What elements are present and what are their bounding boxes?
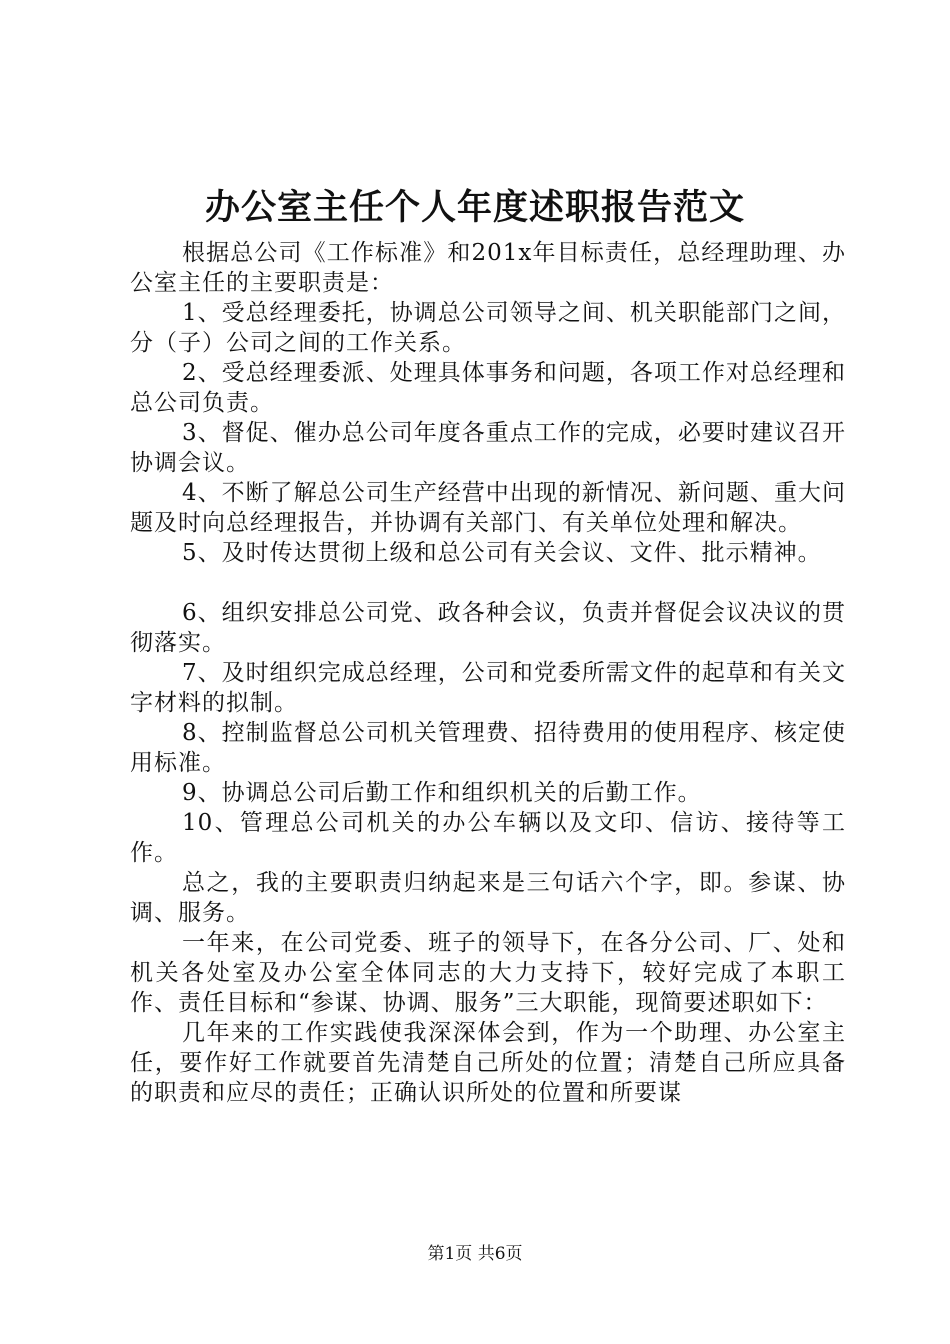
paragraph-duty-1: 1、受总经理委托，协调总公司领导之间、机关职能部门之间，分（子）公司之间的工作关系。 [130, 300, 846, 356]
paragraph-duty-6: 6、组织安排总公司党、政各种会议，负责并督促会议决议的贯彻落实。 [130, 600, 846, 656]
paragraph-experience: 几年来的工作实践使我深深体会到，作为一个助理、办公室主任，要作好工作就要首先清楚自己所处的位置；清楚自己所应具备的职责和应尽的责任；正确认识所处的位置和所要谋 [130, 1020, 846, 1106]
paragraph-intro: 根据总公司《工作标准》和201x年目标责任，总经理助理、办公室主任的主要职责是： [130, 240, 846, 296]
paragraph-duty-9: 9、协调总公司后勤工作和组织机关的后勤工作。 [182, 780, 702, 806]
paragraph-summary: 总之，我的主要职责归纳起来是三句话六个字，即。参谋、协调、服务。 [130, 870, 846, 926]
document-body [130, 238, 846, 1108]
document-title: 办公室主任个人年度述职报告范文 [204, 187, 745, 228]
paragraph-year-review: 一年来，在公司党委、班子的领导下，在各分公司、厂、处和机关各处室及办公室全体同志的大力支持下，较好完成了本职工作、责任目标和“参谋、协调、服务”三大职能，现简要述职如下： [130, 930, 846, 1016]
paragraph-duty-3: 3、督促、催办总公司年度各重点工作的完成，必要时建议召开协调会议。 [130, 420, 846, 476]
paragraph-duty-10: 10、管理总公司机关的办公车辆以及文印、信访、接待等工作。 [130, 810, 846, 866]
paragraph-duty-8: 8、控制监督总公司机关管理费、招待费用的使用程序、核定使用标准。 [130, 720, 846, 776]
page-number-footer: 第1页 共6页 [427, 1244, 523, 1264]
paragraph-duty-7: 7、及时组织完成总经理，公司和党委所需文件的起草和有关文字材料的拟制。 [130, 660, 846, 716]
paragraph-duty-4: 4、不断了解总公司生产经营中出现的新情况、新问题、重大问题及时向总经理报告，并协调有关部门、有关单位处理和解决。 [130, 480, 846, 536]
paragraph-duty-2: 2、受总经理委派、处理具体事务和问题，各项工作对总经理和总公司负责。 [130, 360, 846, 416]
paragraph-duty-5: 5、及时传达贯彻上级和总公司有关会议、文件、批示精神。 [182, 540, 822, 566]
